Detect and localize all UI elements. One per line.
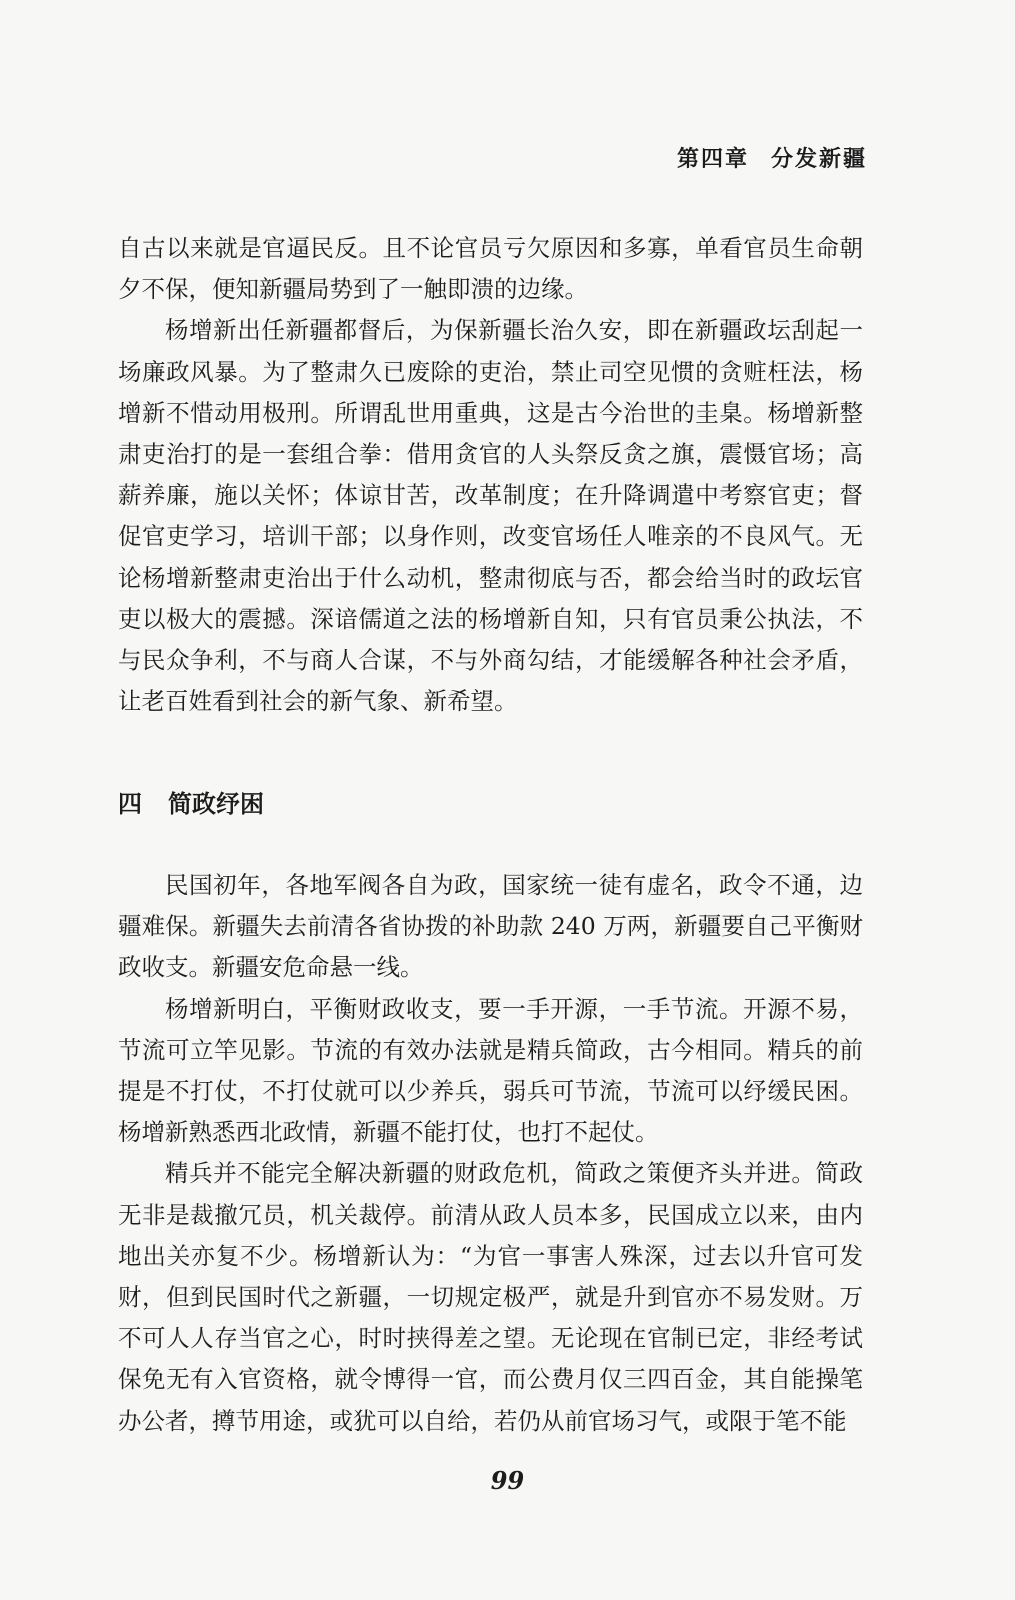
text-block-top (118, 228, 863, 722)
paragraph: 杨增新明白，平衡财政收支，要一手开源，一手节流。开源不易，节流可立竿见影。节流的有效办法就是精兵简政，古今相同。精兵的前提是不打仗，不打仗就可以少养兵，弱兵可节流，节流可以纾缓民困。杨增新熟悉西北政情，新疆不能打仗，也打不起仗。 (118, 994, 863, 1147)
running-head (677, 142, 867, 173)
paragraph: 精兵并不能完全解决新疆的财政危机，简政之策便齐头并进。简政无非是裁撤冗员，机关裁停。前清从政人员本多，民国成立以来，由内地出关亦复不少。杨增新认为：“为官一事害人殊深，过去以升官可发财，但到民国时代之新疆，一切规定极严，就是升到官亦不易发财。万不可人人存当官之心，时时挟得差之望。无论现在官制已定，非经考试保免无有入官资格，就令博得一官，而公费月仅三四百金，其自能操笔办公者，撙节用途，或犹可以自给，若仍从前官场习气，或限于笔不能 (118, 1159, 863, 1435)
section-heading (118, 784, 264, 819)
page-number: 99 (490, 1466, 525, 1495)
paragraph: 民国初年，各地军阀各自为政，国家统一徒有虚名，政令不通，边疆难保。新疆失去前清各省协拨的补助款 240 万两，新疆要自己平衡财政收支。新疆安危命悬一线。 (118, 871, 863, 982)
chapter-title: 分发新疆 (770, 146, 867, 172)
text-block-bottom (118, 865, 863, 1442)
paragraph: 杨增新出任新疆都督后，为保新疆长治久安，即在新疆政坛刮起一场廉政风暴。为了整肃久已废除的吏治，禁止司空见惯的贪赃枉法，杨增新不惜动用极刑。所谓乱世用重典，这是古今治世的圭臬。杨增新整肃吏治打的是一套组合拳：借用贪官的人头祭反贪之旗，震慑官场；高薪养廉，施以关怀；体谅甘苦，改革制度；在升降调遣中考察官吏；督促官吏学习，培训干部；以身作则，改变官场任人唯亲的不良风气。无论杨增新整肃吏治出于什么动机，整肃彻底与否，都会给当时的政坛官吏以极大的震撼。深谙儒道之法的杨增新自知，只有官员秉公执法，不与民众争利，不与商人合谋，不与外商勾结，才能缓解各种社会矛盾，让老百姓看到社会的新气象、新希望。 (118, 316, 863, 716)
section-title: 简政纾困 (168, 790, 264, 818)
paragraph: 自古以来就是官逼民反。且不论官员亏欠原因和多寡，单看官员生命朝夕不保，便知新疆局势到了一触即溃的边缘。 (118, 234, 863, 304)
section-number: 四 (118, 790, 142, 818)
chapter-number: 第四章 (676, 146, 749, 172)
